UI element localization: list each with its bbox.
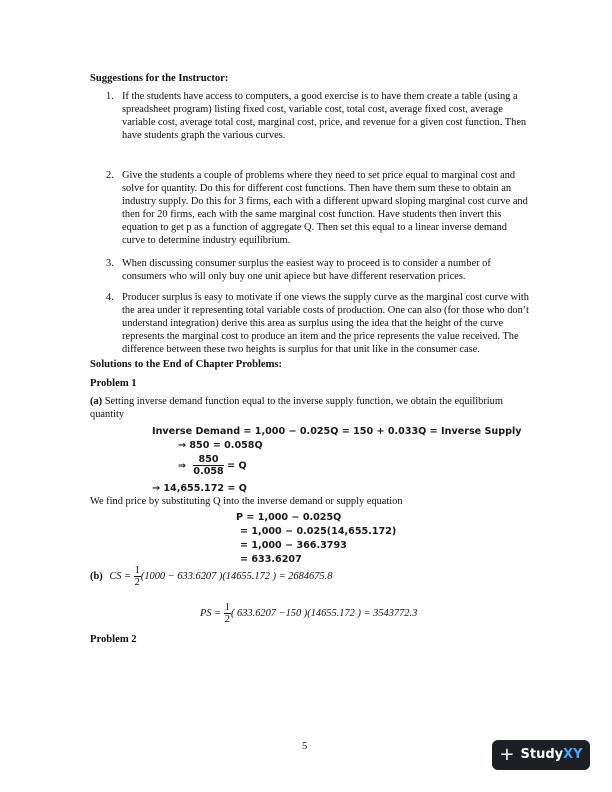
brand-name-xy: XY [563, 746, 583, 762]
part-a-paragraph [90, 396, 520, 422]
list-item-text: When discussing consumer surplus the easiest way to proceed is to consider a number of consumers who will only buy one unit apiece but have different reservation prices. [122, 258, 491, 282]
part-a-label: (a) [90, 396, 103, 407]
list-item-number: 1. [106, 91, 114, 102]
ps-fraction [224, 602, 231, 625]
problem-1-heading: Problem 1 [90, 378, 137, 389]
list-item [100, 91, 530, 151]
fraction-denominator: 2 [134, 577, 140, 588]
list-item [100, 292, 530, 357]
equilibrium-equation-line-2: → 850 = 0.058Q [178, 440, 263, 451]
fraction-numerator: 850 [193, 454, 223, 466]
price-paragraph: We find price by substituting Q into the inverse demand or supply equation [90, 496, 403, 507]
list-item-number: 2. [106, 170, 114, 181]
list-item [100, 258, 530, 288]
price-equation-line-2: = 1,000 − 0.025(14,655.172) [240, 526, 397, 537]
list-item-text: If the students have access to computers, a good exercise is to have them create a table (using a spreadsheet program) listing fixed cost, variable cost, total cost, average fixed cost, average variable cost, average total cost, marginal cost, price, and revenue for a given cost function. Then have students graph the various curves. [122, 91, 527, 141]
price-equation-line-3: = 1,000 − 366.3793 [240, 540, 347, 551]
list-item-number: 4. [106, 292, 114, 303]
cs-fraction [134, 565, 141, 588]
list-item [100, 170, 530, 252]
producer-surplus-equation [200, 602, 417, 625]
ps-rhs: ( 633.6207 −150 )(14655.172 ) = 3543772.3 [230, 607, 418, 619]
equilibrium-equation-line-4: → 14,655.172 = Q [152, 483, 247, 494]
part-a-text: Setting inverse demand function equal to the inverse supply function, we obtain the equilibrium quantity [90, 396, 503, 420]
problem-2-heading: Problem 2 [90, 634, 137, 645]
consumer-surplus-equation [90, 565, 332, 588]
price-equation-line-1: P = 1,000 − 0.025Q [236, 512, 342, 523]
price-equation-line-4: = 633.6207 [240, 554, 302, 562]
cs-lhs: CS = [109, 570, 132, 582]
fraction-numerator: 1 [134, 565, 140, 576]
equilibrium-equation-line-1: Inverse Demand = 1,000 − 0.025Q = 150 + 0.033Q = Inverse Supply [152, 426, 522, 437]
list-item-text: Give the students a couple of problems where they need to set price equal to marginal cost and solve for quantity. Do this for different cost functions. Then have them sum these to obtain an industry supply. Do this for 3 firms, each with a different upward sloping marginal cost curve and then for 20 firms, each with the same marginal cost function. Have students then invert this equation to get p as a function of aggregate Q. Then set this equal to a linear inverse demand curve to determine industry equilibrium. [122, 170, 528, 246]
fraction-denominator: 0.058 [193, 466, 224, 477]
equilibrium-equation-line-3 [178, 454, 247, 477]
list-item-text: Producer surplus is easy to motivate if one views the supply curve as the marginal cost curve with the area under it representing total variable costs of production. One can also (for those who don’t understand integration) derive this area as surplus using the idea that the height of the curve represents the marginal cost to produce an item and the price represents the value received. The difference between these two heights is surplus for that unit like in the consumer case. [122, 292, 529, 355]
solutions-heading: Solutions to the End of Chapter Problems: [90, 359, 283, 370]
ps-lhs: PS = [200, 607, 222, 619]
brand-name [520, 746, 583, 762]
brand-name-study: Study [520, 746, 564, 762]
part-b-label: (b) [90, 570, 103, 582]
implies-arrow: ⇒ [178, 460, 187, 472]
quantity-fraction [193, 454, 223, 477]
fraction-rhs: = Q [227, 460, 247, 472]
instructor-heading: Suggestions for the Instructor: [90, 73, 229, 84]
fraction-numerator: 1 [224, 602, 230, 613]
cs-rhs: (1000 − 633.6207 )(14655.172 ) = 2684675.8 [140, 570, 333, 582]
suggestions-list [100, 91, 530, 357]
list-item-number: 3. [106, 258, 114, 269]
page-number: 5 [302, 741, 308, 752]
plus-icon: + [499, 744, 515, 765]
studyxy-badge[interactable] [492, 740, 590, 770]
fraction-denominator: 2 [224, 614, 230, 625]
